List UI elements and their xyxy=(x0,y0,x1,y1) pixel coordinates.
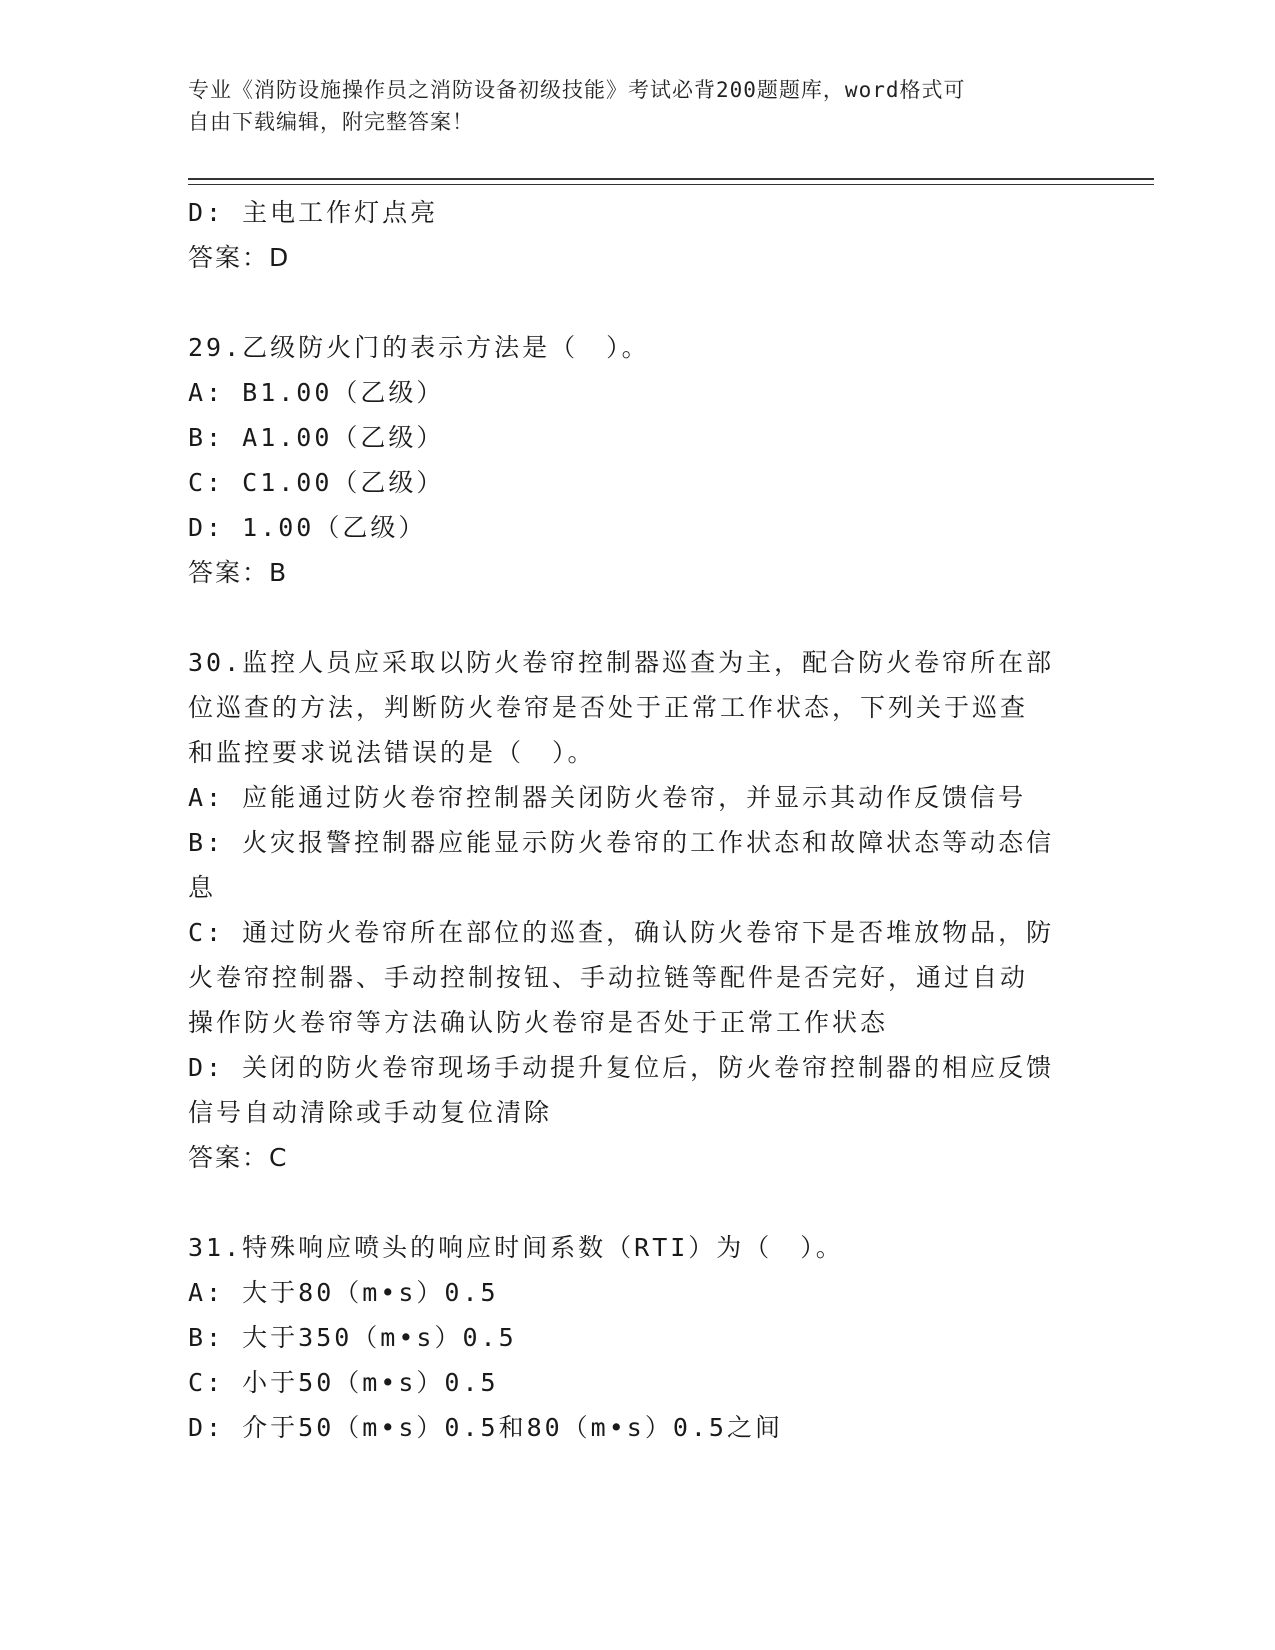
question-text: 29.乙级防火门的表示方法是（ ）。 xyxy=(188,333,650,362)
option-d: D: 主电工作灯点亮 xyxy=(188,198,439,227)
question-29 xyxy=(188,325,1088,595)
option-c: C: 小于50（m•s）0.5 xyxy=(188,1368,499,1397)
spacer xyxy=(188,1180,1088,1225)
option-c: C: C1.00（乙级） xyxy=(188,468,445,497)
option-d-line-2: 信号自动清除或手动复位清除 xyxy=(188,1098,553,1127)
option-a: A: 大于80（m•s）0.5 xyxy=(188,1278,499,1307)
spacer xyxy=(188,280,1088,325)
header-line-2: 自由下载编辑，附完整答案！ xyxy=(188,110,474,134)
header-divider-thin xyxy=(188,184,1154,185)
option-d-line-1: D: 关闭的防火卷帘现场手动提升复位后，防火卷帘控制器的相应反馈 xyxy=(188,1053,1055,1082)
answer: 答案：D xyxy=(188,243,291,272)
question-text-line-3: 和监控要求说法错误的是（ ）。 xyxy=(188,738,596,767)
option-d: D: 介于50（m•s）0.5和80（m•s）0.5之间 xyxy=(188,1413,783,1442)
option-b-line-2: 息 xyxy=(188,873,217,902)
question-text: 31.特殊响应喷头的响应时间系数（RTI）为（ ）。 xyxy=(188,1233,844,1262)
document-header xyxy=(188,74,1068,138)
option-b: B: 大于350（m•s）0.5 xyxy=(188,1323,517,1352)
question-text-line-1: 30.监控人员应采取以防火卷帘控制器巡查为主，配合防火卷帘所在部 xyxy=(188,648,1055,677)
spacer xyxy=(188,595,1088,640)
option-b: B: A1.00（乙级） xyxy=(188,423,445,452)
option-c-line-1: C: 通过防火卷帘所在部位的巡查，确认防火卷帘下是否堆放物品，防 xyxy=(188,918,1055,947)
header-line-1: 专业《消防设施操作员之消防设备初级技能》考试必背200题题库，word格式可 xyxy=(188,78,966,102)
answer: 答案：C xyxy=(188,1143,289,1172)
option-a: A: B1.00（乙级） xyxy=(188,378,445,407)
question-28 xyxy=(188,190,1088,280)
option-c-line-2: 火卷帘控制器、手动控制按钮、手动拉链等配件是否完好，通过自动 xyxy=(188,963,1029,992)
option-d: D: 1.00（乙级） xyxy=(188,513,427,542)
question-list xyxy=(188,190,1088,1450)
question-31 xyxy=(188,1225,1088,1450)
header-divider-thick xyxy=(188,178,1154,180)
answer: 答案：B xyxy=(188,558,289,587)
question-text-line-2: 位巡查的方法，判断防火卷帘是否处于正常工作状态，下列关于巡查 xyxy=(188,693,1029,722)
option-b-line-1: B: 火灾报警控制器应能显示防火卷帘的工作状态和故障状态等动态信 xyxy=(188,828,1055,857)
question-30 xyxy=(188,640,1088,1180)
option-c-line-3: 操作防火卷帘等方法确认防火卷帘是否处于正常工作状态 xyxy=(188,1008,889,1037)
option-a: A: 应能通过防火卷帘控制器关闭防火卷帘，并显示其动作反馈信号 xyxy=(188,783,1027,812)
